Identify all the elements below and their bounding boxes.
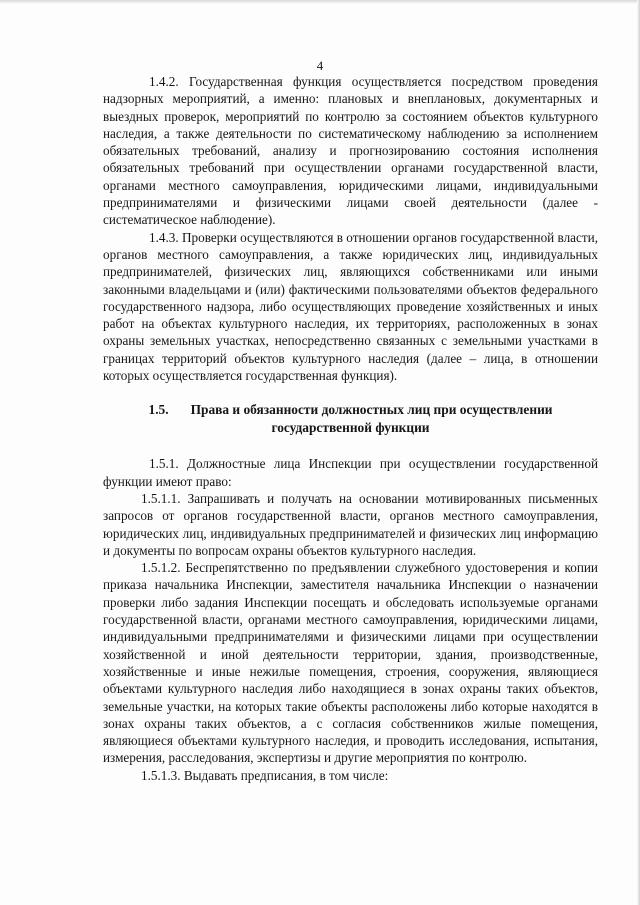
paragraph-1-5-1: 1.5.1. Должностные лица Инспекции при осуществлении государственной функции имеют право: [103,456,598,489]
section-title-line1: Права и обязанности должностных лиц при осуществлении [190,402,553,418]
section-heading-line1 [103,401,598,419]
scan-edge-top [0,0,640,4]
page-number: 4 [316,58,324,73]
paragraph-1-4-2: 1.4.2. Государственная функция осуществляется посредством проведения надзорных мероприятий, а именно: плановых и внеплановых, документарных и выездных проверок, мероприятий по контролю за состоянием объектов культурного наследия, а также деятельности по систематическому наблюдению за исполнением обязательных требований, анализу и прогнозированию состояния исполнения обязательных требований при осуществлении органами государственной власти, органами местного самоуправления, юридическими лицами, индивидуальными предпринимателями и физическими лицами своей деятельности (далее - систематическое наблюдение). [103,74,598,228]
section-heading [103,401,598,436]
paragraph-1-4-3: 1.4.3. Проверки осуществляются в отношении органов государственной власти, органов местного самоуправления, а также юридических лиц, индивидуальных предпринимателей, физических лиц, являющихся собственниками или иными законными владельцами и (или) фактическими пользователями объектов федерального государственного надзора, либо осуществляющих проведение хозяйственных и иных работ на объектах культурного наследия, их территориях, расположенных в зонах охраны земельных участках, непосредственно связанных с земельными участками в границах территорий объектов культурного наследия (далее – лица, в отношении которых осуществляется государственная функция). [103,229,598,384]
document-body [103,73,598,784]
paragraph-1-5-1-2: 1.5.1.2. Беспрепятственно по предъявлении служебного удостоверения и копии приказа начальника Инспекции, заместителя начальника Инспекции о назначении проверки либо задания Инспекции посещать и обследовать используемые органами государственной власти, органами местного самоуправления, юридическими лицами, индивидуальными предпринимателями и физическими лицами при осуществлении хозяйственной и иной деятельности территории, здания, производственные, хозяйственные и иные нежилые помещения, строения, сооружения, являющиеся объектами культурного наследия либо находящиеся в зонах охраны таких объектов, земельные участки, на которых такие объекты расположены либо которые находятся в зонах охраны таких объектов, а с согласия собственников жилые помещения, являющиеся объектами культурного наследия, и проводить исследования, испытания, измерения, расследования, экспертизы и другие мероприятия по контролю. [103,560,598,766]
section-number: 1.5. [148,402,169,418]
paragraph-1-5-1-3: 1.5.1.3. Выдавать предписания, в том числе: [141,767,389,783]
paragraph-1-5-1-1: 1.5.1.1. Запрашивать и получать на основании мотивированных письменных запросов от органов государственной власти, органов местного самоуправления, юридических лиц, индивидуальных предпринимателей и физических лиц информацию и документы по вопросам охраны объектов культурного наследия. [103,490,598,558]
section-title-line2: государственной функции [271,419,430,435]
